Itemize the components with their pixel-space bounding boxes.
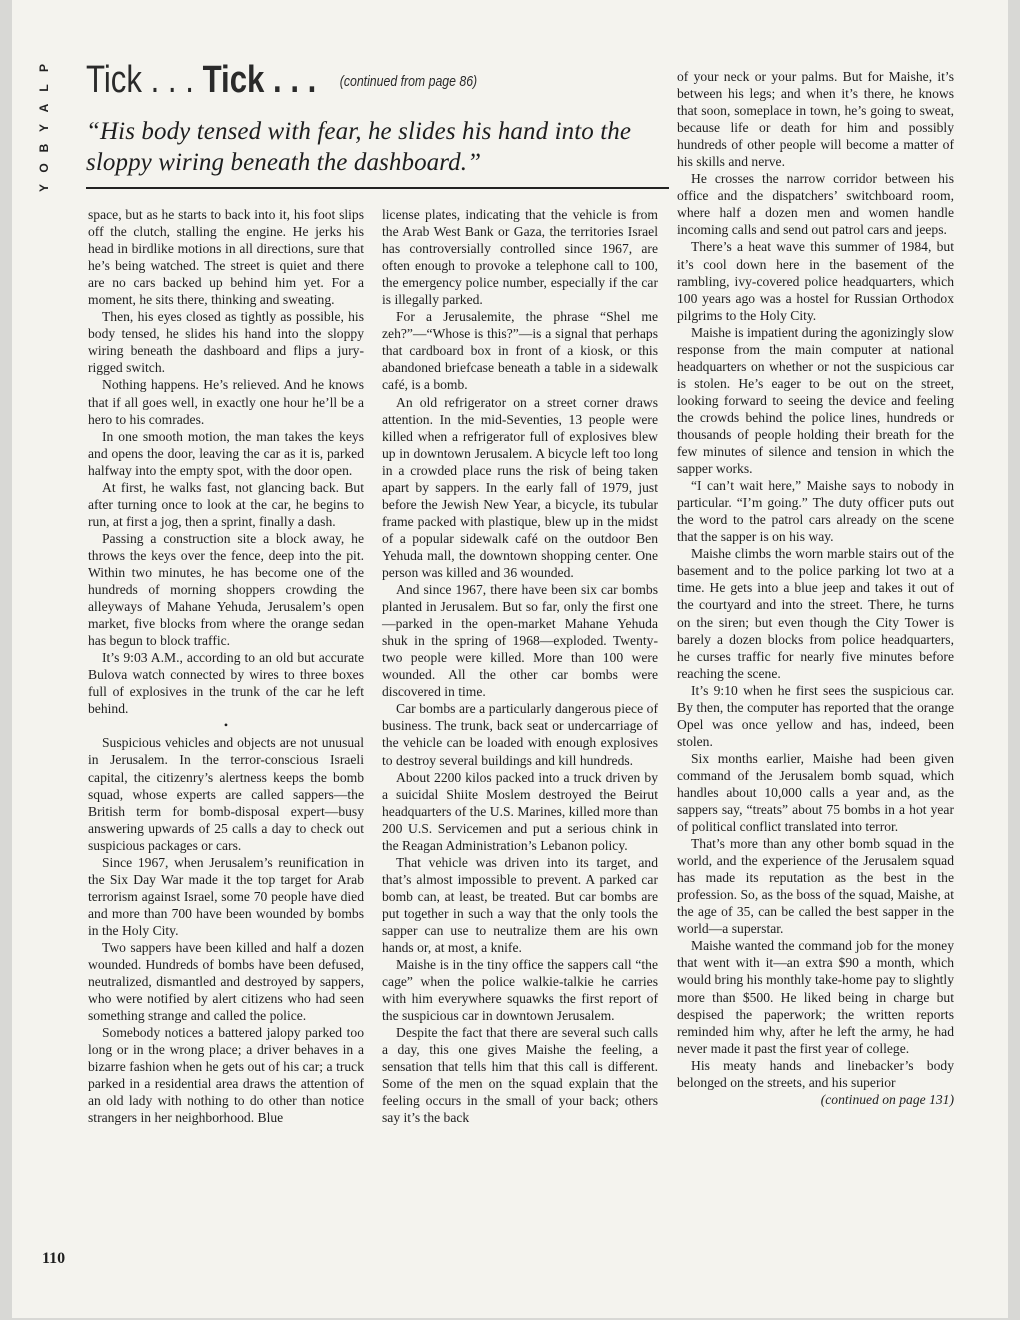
paragraph: of your neck or your palms. But for Maishe, it’s between his legs; and when it’s there, he knows that soon, someplace in town, he’s going to sweat, because life or death for him and possibly hundreds of other people will become a matter of his skills and nerve. — [677, 69, 954, 170]
paragraph: It’s 9:10 when he first sees the suspicious car. By then, the computer has reported that the orange Opel was once yellow and has, indeed, been stolen. — [677, 682, 954, 749]
paragraph: For a Jerusalemite, the phrase “Shel me zeh?”—“Whose is this?”—is a signal that perhaps that cardboard box in front of a kiosk, or this abandoned briefcase beneath a table in a sidewalk café, is a bomb. — [382, 309, 658, 393]
paragraph: Car bombs are a particularly dangerous piece of business. The trunk, back seat or undercarriage of the vehicle can be loaded with enough explosives to destroy several buildings and kill hundreds. — [382, 701, 658, 768]
paragraph: An old refrigerator on a street corner draws attention. In the mid-Seventies, 13 people were killed when a refrigerator full of explosives blew up in downtown Jerusalem. A bicycle left too long in a crowded place runs the risk of being taken apart by sappers. In the early fall of 1979, just before the Jewish New Year, a bicycle, its tubular frame packed with plastique, blew up in the midst of a popular sidewalk café on the outdoor Ben Yehuda mall, the downtown shopping center. One person was killed and 36 wounded. — [382, 394, 658, 580]
paragraph: Nothing happens. He’s relieved. And he knows that if all goes well, in exactly one hour he’ll be a hero to his comrades. — [88, 377, 364, 427]
paragraph: “I can’t wait here,” Maishe says to nobody in particular. “I’m going.” The duty officer puts out the word to the patrol cars already on the scene that the sapper is on his way. — [677, 478, 954, 545]
continued-on: (continued on page 131) — [820, 1091, 954, 1107]
paragraph: Then, his eyes closed as tightly as possible, his body tensed, he slides his hand into the sloppy wiring beneath the dashboard and flips a jury-rigged switch. — [88, 309, 364, 376]
paragraph: About 2200 kilos packed into a truck driven by a suicidal Shiite Moslem destroyed the Beirut headquarters of the U.S. Marines, killed more than 200 U.S. Servicemen and put a serious chink in the Reagan Administration’s Lebanon policy. — [382, 769, 658, 853]
pull-quote: “His body tensed with fear, he slides his hand into the sloppy wiring beneath the dashboard.” — [86, 118, 632, 176]
paragraph: space, but as he starts to back into it, his foot slips off the clutch, stalling the engine. He jerks his head in birdlike motions in all directions, sure that he’s being watched. The street is quiet and there are no cars backed up behind him yet. For a moment, he sits there, thinking and sweating. — [88, 207, 364, 308]
paragraph: Maishe wanted the command job for the money that went with it—an extra $90 a month, which would bring his monthly take-home pay to slightly more than $500. He liked being in charge but despised the paperwork; the written reports reminded him why, after he left the army, he had never made it past the first year of college. — [677, 938, 954, 1056]
section-break-bullet: • — [223, 718, 229, 733]
paragraph: Maishe climbs the worn marble stairs out of the basement and to the police parking lot two at a time. He gets into a blue jeep and takes it out of the courtyard and into the street. There, he turns on the siren; but even though the City Tower is barely a dozen blocks from police headquarters, he curses traffic for nearly five minutes before reaching the scene. — [677, 546, 954, 681]
paragraph: Six months earlier, Maishe had been given command of the Jerusalem bomb squad, which handles about 10,000 calls a year and, as the sappers say, “treats” about 75 bombs in a hot year of political conflict translated into terror. — [677, 750, 954, 835]
paragraph: license plates, indicating that the vehicle is from the Arab West Bank or Gaza, the territories Israel has controversially controlled since 1967, are often enough to provoke a telephone call to 100, the emergency police number, especially if the car is illegally parked. — [382, 207, 658, 308]
paragraph: It’s 9:03 A.M., according to an old but accurate Bulova watch connected by wires to three boxes full of explosives in the trunk of the car he left behind. — [88, 650, 364, 717]
paragraph: Passing a construction site a block away, he throws the keys over the fence, deep into the pit. Within two minutes, he has become one of the hundreds of morning shoppers crowding the alleyways of Mahane Yehuda, Jerusalem’s open market, five blocks from where the orange sedan has begun to block traffic. — [88, 530, 364, 649]
title-part-2: Tick . . . — [202, 59, 317, 101]
paragraph: He crosses the narrow corridor between his office and the dispatchers’ switchboard room, where half a dozen men and women handle incoming calls and send out patrol cars and jeeps. — [677, 171, 954, 238]
title-part-1: Tick . . . — [86, 59, 194, 101]
paragraph: Suspicious vehicles and objects are not unusual in Jerusalem. In the terror-conscious Israeli capital, the citizenry’s alertness keeps the bomb squad, whose experts are called sappers—the British term for bomb-disposal expert—busy answering upwards of 25 calls a day to check out suspicious packages or cars. — [88, 735, 364, 853]
paragraph: His meaty hands and linebacker’s body belonged on the streets, and his superior — [677, 1057, 954, 1090]
article-title — [86, 58, 564, 104]
paragraph: Maishe is impatient during the agonizingly slow response from the main computer at national headquarters on whether or not the suspicious car is stolen. He’s eager to be out on the street, looking forward to seeing the device and feeling the crowds behind the police lines, hundreds or thousands of people holding their breath for the few minutes of silence and tension in which the sapper works. — [677, 324, 954, 477]
page-number: 110 — [42, 1250, 66, 1267]
paragraph: That vehicle was driven into its target, and that’s almost impossible to prevent. A parked car bomb can, at least, be treated. But car bombs are put together in such a way that the only tools the sapper can use to neutralize them are his own hands or, at most, a knife. — [382, 854, 658, 956]
continued-from: (continued from page 86) — [339, 73, 478, 90]
paragraph: Somebody notices a battered jalopy parked too long or in the wrong place; a driver behaves in a bizarre fashion when he gets out of his car; a truck parked in a residential area draws the attention of an old lady with nothing to do other than notice strangers in her neighborhood. Blue — [88, 1025, 364, 1126]
column-2 — [382, 206, 658, 1127]
paragraph: Two sappers have been killed and half a dozen wounded. Hundreds of bombs have been defused, neutralized, dismantled and destroyed by sappers, who were notified by alert citizens who had seen something strange and called the police. — [88, 939, 364, 1024]
magazine-name-vertical: P L A Y B O Y — [37, 64, 51, 193]
paragraph: Since 1967, when Jerusalem’s reunification in the Six Day War made it the top target for Arab terrorism against Israel, some 70 people have died and more than 700 have been wounded by bombs in the Holy City. — [88, 854, 364, 938]
paragraph: Despite the fact that there are several such calls a day, this one gives Maishe the feeling, a sensation that tells him that this call is different. Some of the men on the squad explain that the feeling occurs in the small of your back; others say it’s the back — [382, 1025, 658, 1126]
column-1 — [88, 206, 364, 1126]
column-3 — [677, 68, 954, 1108]
divider-rule — [86, 187, 669, 189]
paragraph: In one smooth motion, the man takes the keys and opens the door, leaving the car as it is, parked halfway into the empty spot, with the door open. — [88, 428, 364, 478]
paragraph: And since 1967, there have been six car bombs planted in Jerusalem. But so far, only the first one—parked in the open-market Mahane Yehuda shuk in the spring of 1968—exploded. Twenty-two people were killed. More than 100 were wounded. All the other car bombs were discovered in time. — [382, 582, 658, 700]
magazine-page — [12, 0, 1008, 1318]
paragraph: There’s a heat wave this summer of 1984, but it’s cool down here in the basement of the rambling, ivy-covered police headquarters, which 100 years ago was a hostel for Russian Orthodox pilgrims to the Holy City. — [677, 239, 954, 323]
paragraph: Maishe is in the tiny office the sappers call “the cage” when the police walkie-talkie he carries with him everywhere squawks the first report of the suspicious car in downtown Jerusalem. — [382, 957, 658, 1024]
article-header — [86, 58, 669, 104]
paragraph: That’s more than any other bomb squad in the world, and the experience of the Jerusalem squad has made its reputation as the best in the profession. So, as the boss of the squad, Maishe, at the age of 35, can be called the best sapper in the world—a superstar. — [677, 836, 954, 937]
paragraph: At first, he walks fast, not glancing back. But after turning once to look at the car, he begins to run, at first a jog, then a sprint, finally a dash. — [88, 479, 364, 529]
